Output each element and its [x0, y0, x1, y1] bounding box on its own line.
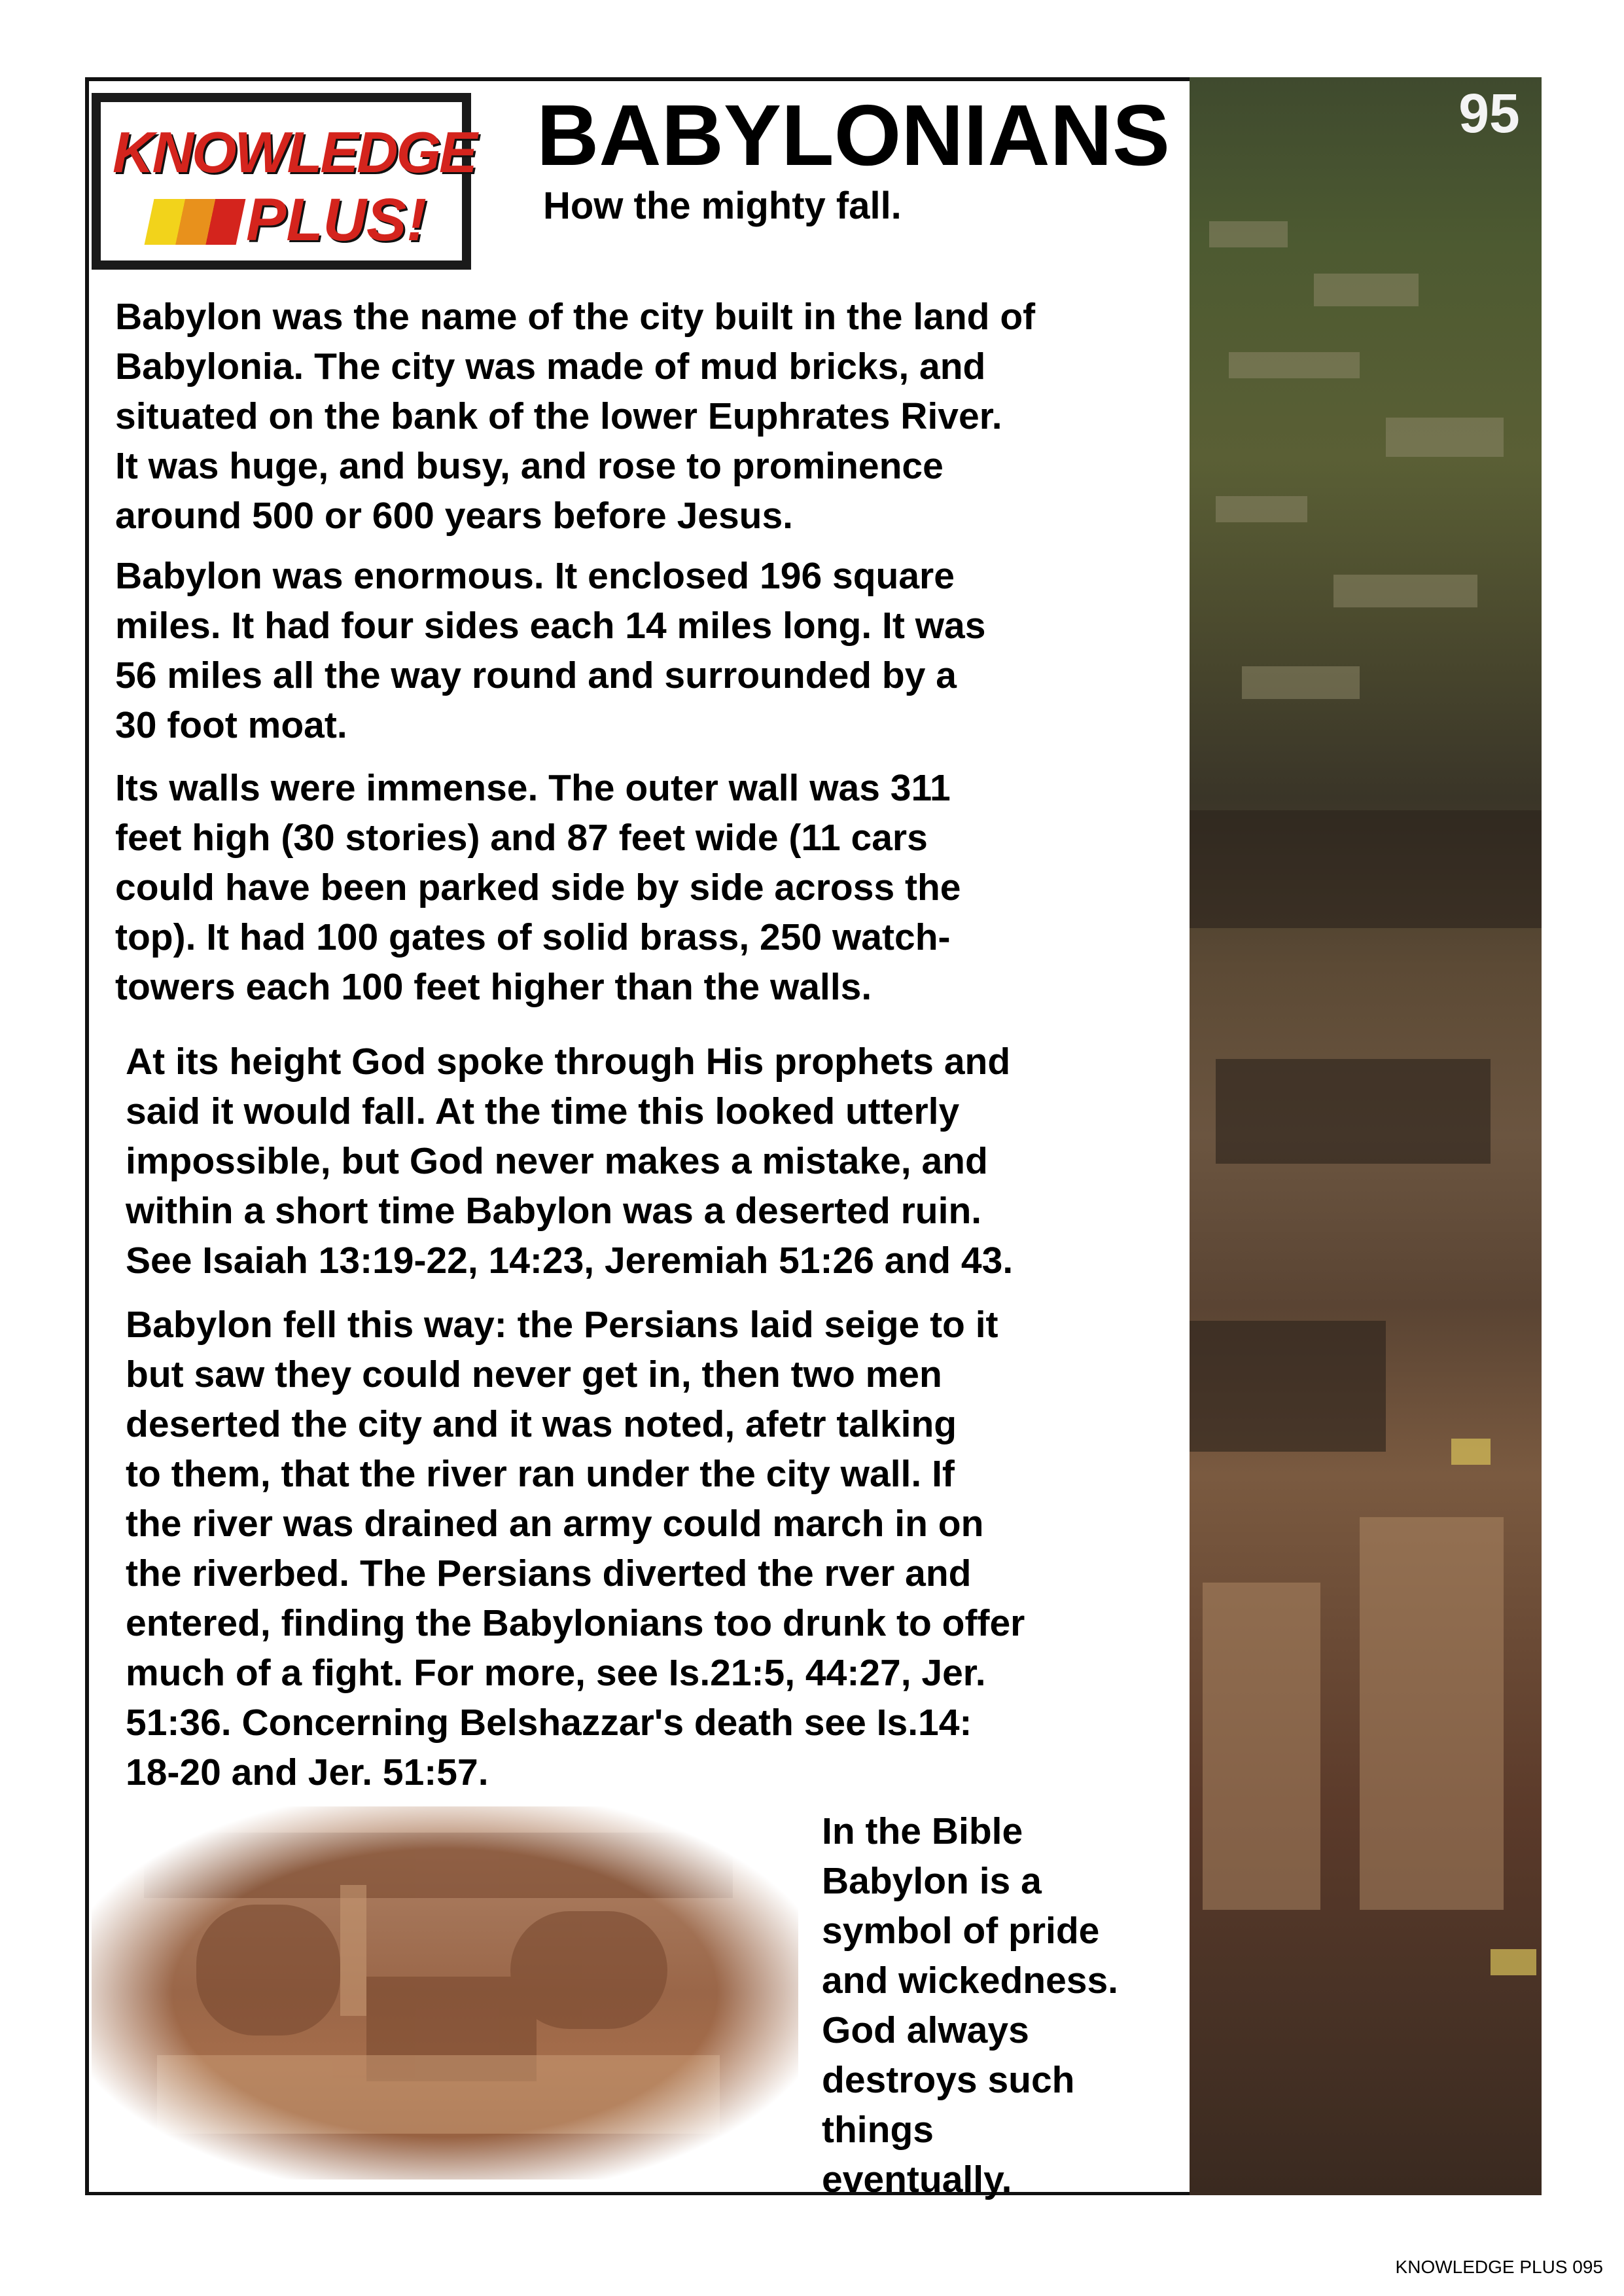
- footer-label: KNOWLEDGE PLUS 095: [1395, 2257, 1603, 2277]
- paragraph-symbol: In the Bible Babylon is a symbol of pride and wickedness. God always destroys such things eventually.: [822, 1810, 1119, 2200]
- paragraph-size: Babylon was enormous. It enclosed 196 square miles. It had four sides each 14 miles long. It was 56 miles all the way round and surrounded by a 30 foot moat.: [115, 555, 986, 746]
- babylon-city-illustration: [1190, 77, 1542, 2195]
- knowledge-plus-logo: [92, 93, 476, 270]
- page-title: BABYLONIANS: [537, 87, 1171, 183]
- paragraph-fall: Babylon fell this way: the Persians laid seige to it but saw they could never get in, then two men deserted the city and it was noted, afetr talking to them, that the river ran under the city wall. If the river was drained an army could march in on the riverbed. The Persians diverted the rver and entered, finding the Babylonians too drunk to offer much of a fight. For more, see Is.21:5, 44:27, Jer. 51:36. Concerning Belshazzar's death see Is.14: 18-20 and Jer. 51:57.: [126, 1304, 1025, 1793]
- ruins-photo-shapes: [92, 1806, 798, 2179]
- page-subtitle: How the mighty fall.: [543, 185, 902, 227]
- paragraph-prophecy: At its height God spoke through His prophets and said it would fall. At the time this looked utterly impossible, but God never makes a mistake, and within a short time Babylon was a deserted ruin. See Isaiah 13:19-22, 14:23, Jeremiah 51:26 and 43.: [126, 1041, 1014, 1282]
- logo-knowledge-text: KNOWLEDGE: [113, 120, 476, 185]
- logo-stripes: [145, 199, 246, 245]
- page-number: 95: [1458, 82, 1520, 144]
- babylon-ruins-photo: [92, 1806, 798, 2179]
- paragraph-city-intro: Babylon was the name of the city built in the land of Babylonia. The city was made of mud bricks, and situated on the bank of the lower Euphrates River. It was huge, and busy, and rose to prominence around 500 or 600 years before Jesus.: [115, 296, 1036, 537]
- logo-plus-text: PLUS!: [246, 187, 427, 253]
- paragraph-walls: Its walls were immense. The outer wall was 311 feet high (30 stories) and 87 feet wide (11 cars could have been parked side by side across the top). It had 100 gates of solid brass, 250 watch- towers each 100 feet higher than the walls.: [115, 767, 961, 1008]
- city-illustration-shapes: [1190, 77, 1542, 2195]
